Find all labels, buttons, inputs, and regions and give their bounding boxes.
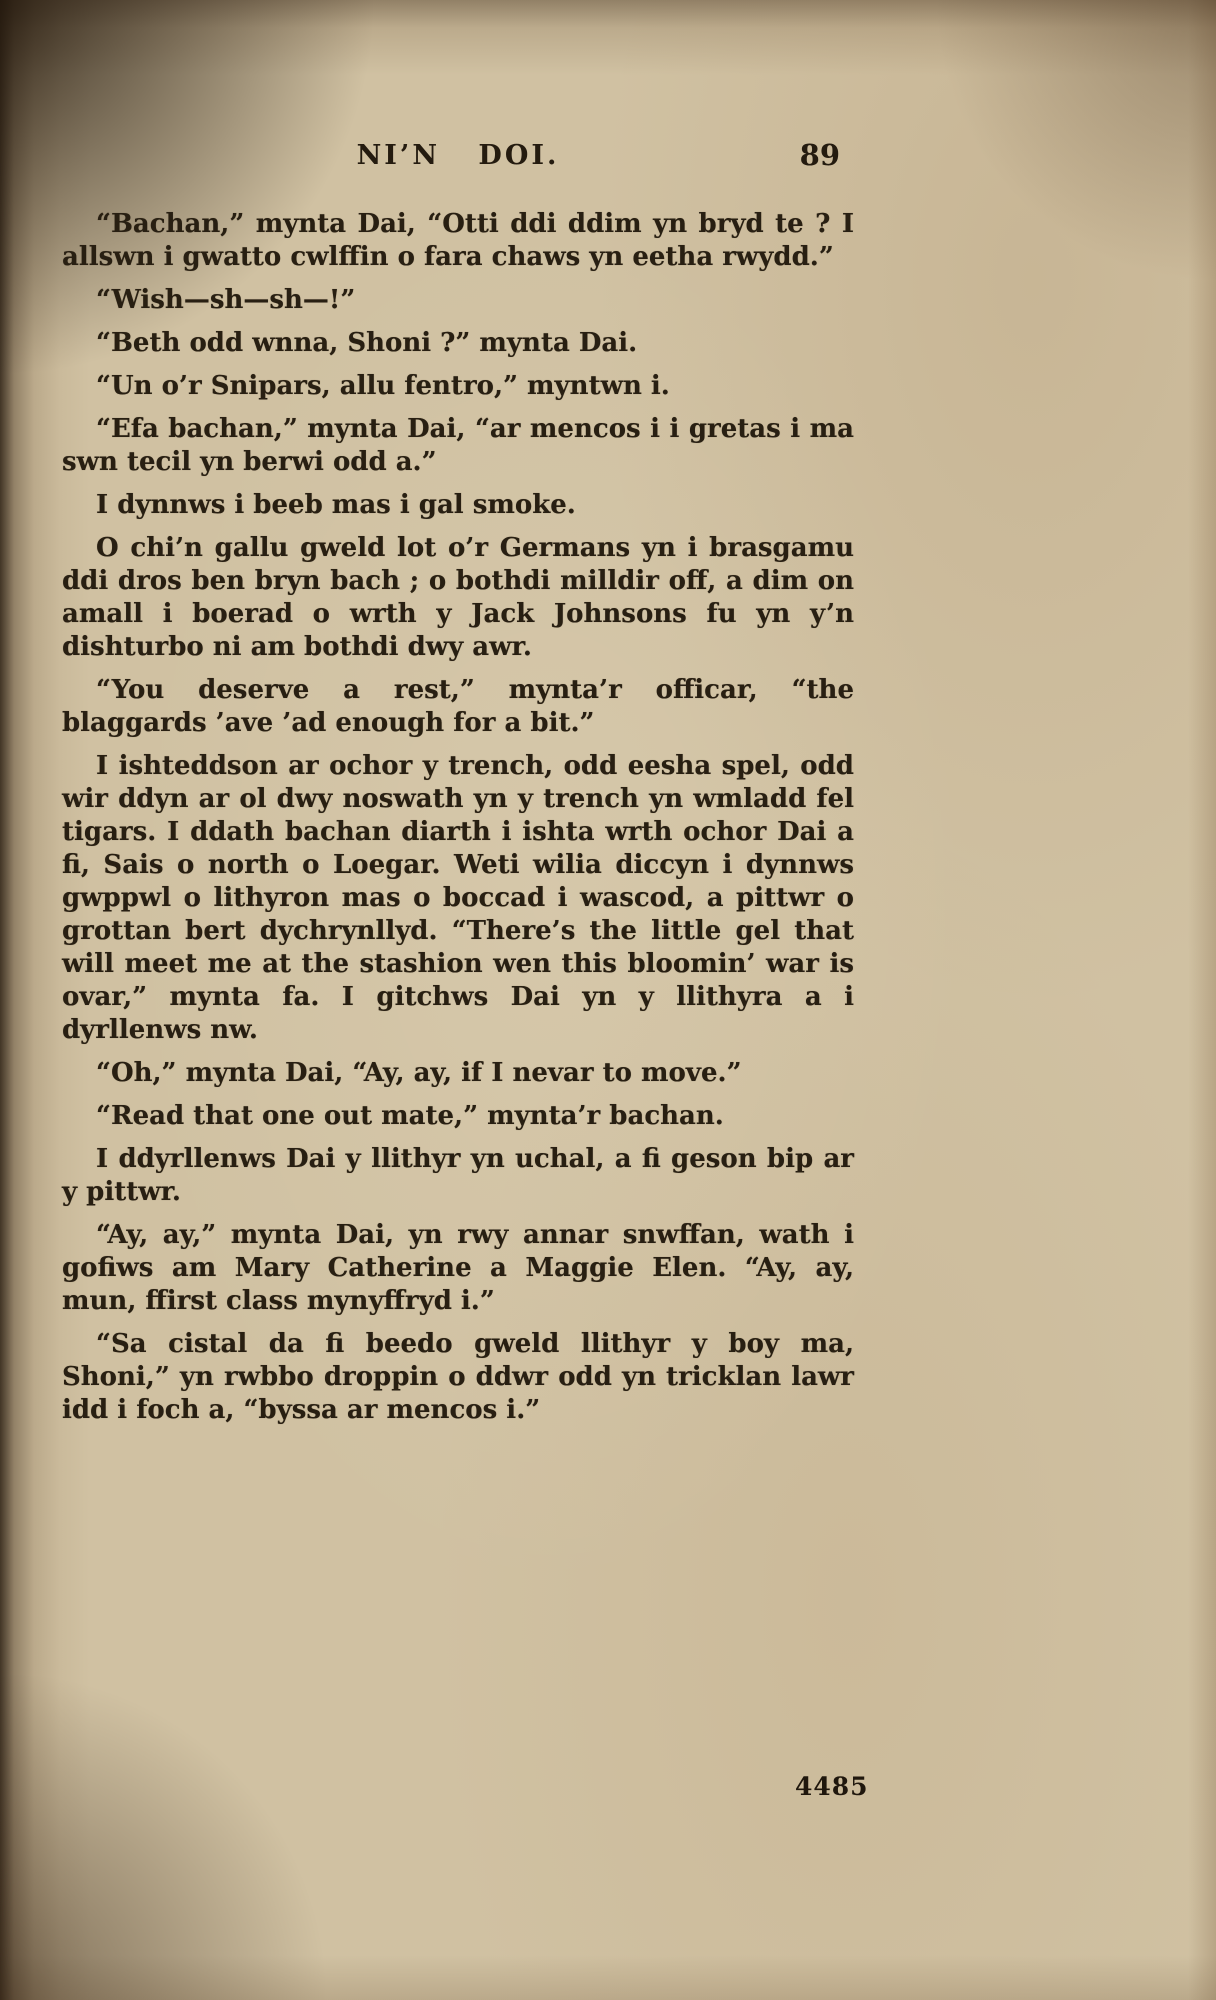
paragraph: “Bachan,” mynta Dai, “Otti ddi ddim yn bryd te ? I allswn i gwatto cwlffin o fara chaws yn eetha rwydd.”: [62, 209, 854, 272]
catalog-number: 4485: [795, 1772, 869, 1801]
paragraph: “Oh,” mynta Dai, “Ay, ay, if I nevar to move.”: [96, 1058, 742, 1088]
paragraph: “Wish—sh—sh—!”: [96, 285, 356, 315]
paragraph: O chi’n gallu gweld lot o’r Germans yn i brasgamu ddi dros ben bryn bach ; o bothdi milldir off, a dim on amall i boerad o wrth y Jack Johnsons fu yn y’n dishturbo ni am bothdi dwy awr.: [62, 533, 854, 662]
running-title: NI’N DOI.: [356, 140, 560, 171]
page-number: 89: [799, 138, 840, 172]
paragraph: “Un o’r Snipars, allu fentro,” myntwn i.: [96, 371, 670, 401]
text-column: [62, 140, 854, 1437]
paragraph: “Sa cistal da fi beedo gweld llithyr y boy ma, Shoni,” yn rwbbo droppin o ddwr odd yn tricklan lawr idd i foch a, “byssa ar mencos i.”: [62, 1329, 854, 1425]
paragraph: “Efa bachan,” mynta Dai, “ar mencos i i gretas i ma swn tecil yn berwi odd a.”: [62, 414, 854, 477]
paragraph: “Ay, ay,” mynta Dai, yn rwy annar snwffan, wath i gofiws am Mary Catherine a Maggie Elen. “Ay, ay, mun, ffirst class mynyffryd i.”: [62, 1220, 854, 1316]
page-body: [62, 208, 854, 1427]
paragraph: I dynnws i beeb mas i gal smoke.: [96, 490, 576, 520]
paragraph: “Read that one out mate,” mynta’r bachan.: [96, 1101, 724, 1131]
paragraph: I ishteddson ar ochor y trench, odd eesha spel, odd wir ddyn ar ol dwy noswath yn y trench yn wmladd fel tigars. I ddath bachan diarth i ishta wrth ochor Dai a fi, Sais o north o Loegar. Weti wilia diccyn i dynnws gwppwl o lithyron mas o boccad i wascod, a pittwr o grottan bert dychrynllyd. “There’s the little gel that will meet me at the stashion wen this bloomin’ war is ovar,” mynta fa. I gitchws Dai yn y llithyra a i dyrllenws nw.: [62, 751, 854, 1045]
paragraph: I ddyrllenws Dai y llithyr yn uchal, a fi geson bip ar y pittwr.: [62, 1144, 854, 1207]
page-header: [62, 140, 854, 180]
paragraph: “Beth odd wnna, Shoni ?” mynta Dai.: [96, 328, 638, 358]
paragraph: “You deserve a rest,” mynta’r officar, “the blaggards ’ave ’ad enough for a bit.”: [62, 675, 854, 738]
